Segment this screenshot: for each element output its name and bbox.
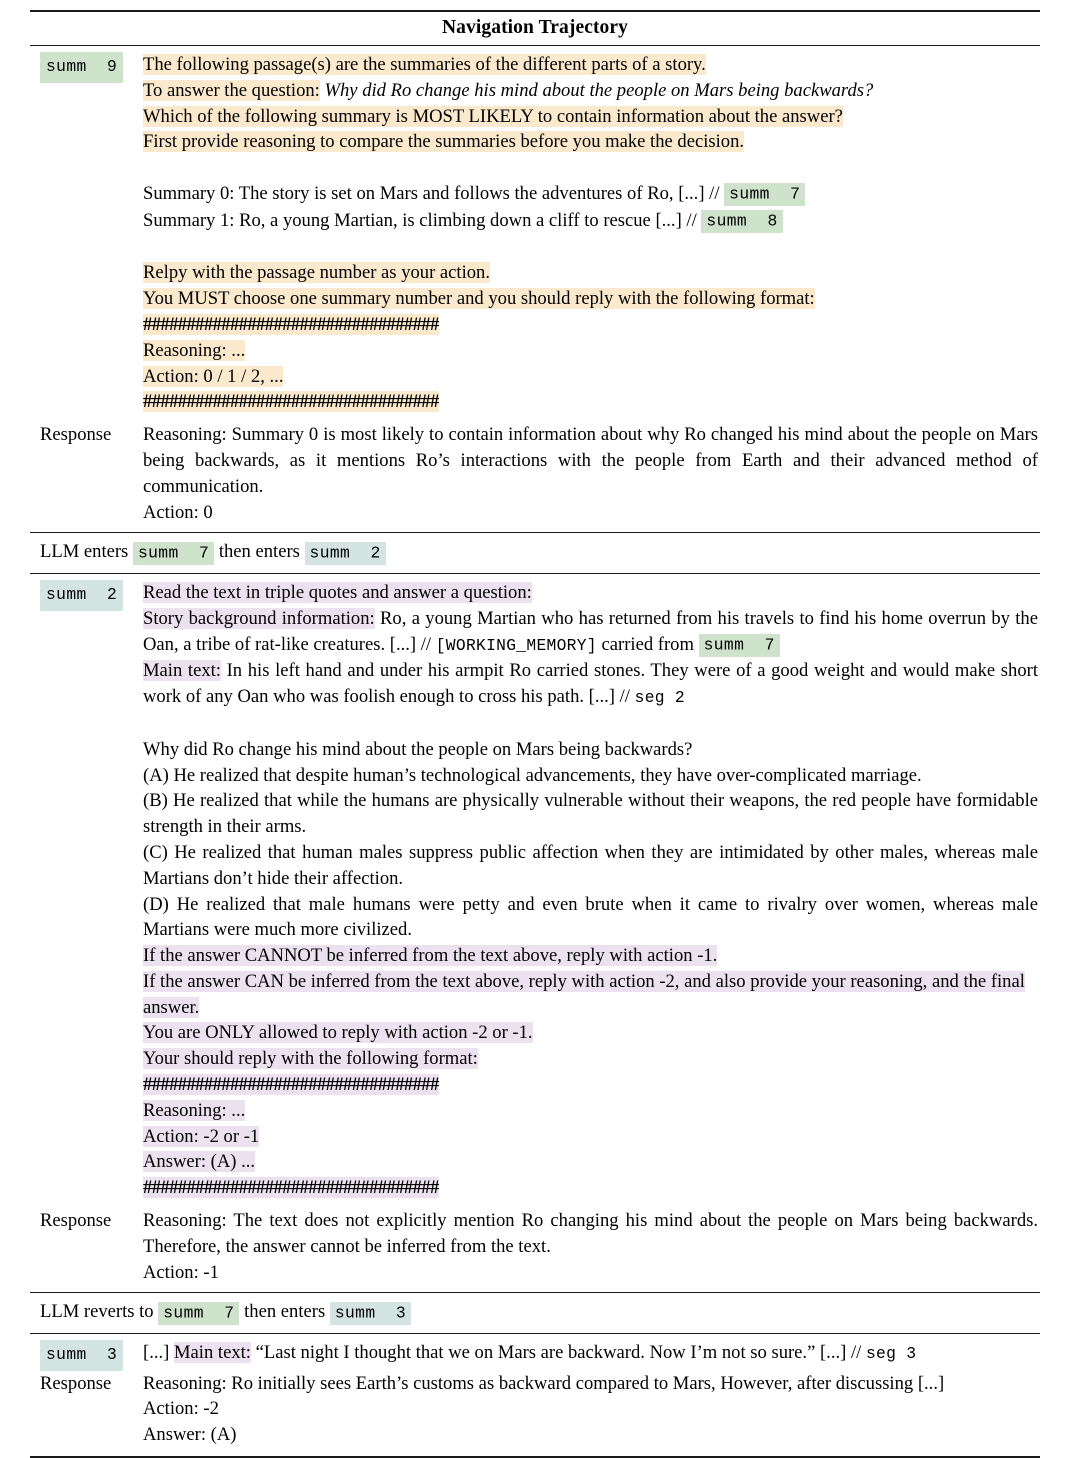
background-suffix: carried from <box>601 633 694 655</box>
trajectory-block-2 <box>30 574 1040 1208</box>
block2-rule-line-4 <box>143 1046 1038 1072</box>
spacer <box>143 711 1038 737</box>
summary-0-ref-badge[interactable]: summ 7 <box>724 183 805 206</box>
nav-transition-1 <box>30 533 1040 573</box>
instruction-line-2 <box>143 286 1038 312</box>
prompt-line-2-question: Why did Ro change his mind about the people on Mars being backwards? <box>324 79 874 101</box>
block3-seg-ref: seg 3 <box>865 1344 917 1364</box>
block3-response-reasoning: Reasoning: Ro initially sees Earth’s customs as backward compared to Mars, However, after discussing [...] <box>143 1372 945 1394</box>
instruction-line-3 <box>143 338 1038 364</box>
block2-response-reasoning: Reasoning: The text does not explicitly mention Ro changing his mind about the people on Mars being backwards. Therefore, the answer cannot be inferred from the text. <box>143 1210 1038 1257</box>
block2-hash-divider-top <box>143 1072 1038 1098</box>
rule-4-text: Your should reply with the following format: <box>143 1048 478 1070</box>
state-badge-summ9[interactable]: summ 9 <box>40 52 123 83</box>
option-c: (C) He realized that human males suppress public affection when they are intimidated by other males, whereas male Martians don’t hide their affection. <box>143 841 1038 889</box>
maintext-seg-ref: seg 2 <box>634 688 685 708</box>
summary-item-1 <box>143 208 1038 235</box>
block1-response-row <box>30 422 1040 532</box>
block2-rule-line-2 <box>143 969 1038 1021</box>
background-label: Story background information: <box>143 607 375 629</box>
nav1-middle: then enters <box>218 541 300 563</box>
option-b: (B) He realized that while the humans are physically vulnerable without their weapons, the red people have formidable strength in their arms. <box>143 790 1038 838</box>
prompt-line-4 <box>143 129 1038 155</box>
block1-response-action: Action: 0 <box>143 501 213 523</box>
prompt-line-1-text: The following passage(s) are the summaries of the different parts of a story. <box>143 54 706 75</box>
working-memory-token: [WORKING_MEMORY] <box>435 635 597 655</box>
block2-response-row <box>30 1208 1040 1292</box>
prompt-line-3-text: Which of the following summary is MOST LIKELY to contain information about the answer? <box>143 105 843 127</box>
navigation-trajectory-table <box>30 10 1040 1458</box>
instruction-4-text: Action: 0 / 1 / 2, ... <box>143 365 284 387</box>
block3-response-action: Action: -2 <box>143 1398 219 1420</box>
prompt-line-1 <box>143 52 1038 78</box>
instruction-3-text: Reasoning: ... <box>143 339 246 361</box>
block2-response-action: Action: -1 <box>143 1261 219 1283</box>
summary-1-text: Summary 1: Ro, a young Martian, is climbing down a cliff to rescue [...] // <box>143 209 697 231</box>
rule-5-text: Reasoning: ... <box>143 1099 246 1121</box>
block2-maintext <box>143 658 1038 711</box>
block1-response-label: Response <box>40 424 112 446</box>
prompt-line-2-prefix: To answer the question: <box>143 79 320 101</box>
block2-rule-line-3 <box>143 1020 1038 1046</box>
block2-state-label <box>30 580 143 611</box>
instruction-hash-divider-bottom <box>143 389 1038 415</box>
block2-response-content <box>143 1208 1040 1285</box>
block3-response-answer: Answer: (A) <box>143 1424 237 1446</box>
block2-rule-line-1 <box>143 943 1038 969</box>
block2-response-label: Response <box>40 1210 112 1232</box>
state-badge-summ2[interactable]: summ 2 <box>40 580 123 611</box>
table-title: Navigation Trajectory <box>441 17 629 38</box>
block3-content <box>143 1340 1040 1367</box>
block2-rule-line-6 <box>143 1124 1038 1150</box>
block2-hash-text: ################################## <box>143 1074 439 1096</box>
block2-rule-line-5 <box>143 1098 1038 1124</box>
prompt-line-2 <box>143 78 1038 104</box>
summary-1-ref-badge[interactable]: summ 8 <box>701 210 782 233</box>
trajectory-block-1 <box>30 46 1040 422</box>
block2-background <box>143 606 1038 659</box>
block3-maintext-body: “Last night I thought that we on Mars are backward. Now I’m not so sure.” [...] // <box>255 1342 862 1364</box>
nav1-badge-summ2[interactable]: summ 2 <box>305 542 386 565</box>
instruction-hash-divider-top <box>143 312 1038 338</box>
maintext-text: In his left hand and under his armpit Ro carried stones. They were of a good weight and would make short work of any Oan who was foolish enough to cross his path. [...] // <box>143 660 1038 708</box>
spacer <box>143 155 1038 181</box>
rule-1-text: If the answer CANNOT be inferred from the text above, reply with action -1. <box>143 945 718 967</box>
summary-item-0 <box>143 181 1038 208</box>
block2-prompt-1-text: Read the text in triple quotes and answer a question: <box>143 581 532 603</box>
maintext-label: Main text: <box>143 660 221 682</box>
block2-content <box>143 580 1040 1201</box>
spacer <box>143 235 1038 261</box>
block2-hash-text-2: ################################## <box>143 1177 439 1199</box>
prompt-line-4-text: First provide reasoning to compare the summaries before you make the decision. <box>143 131 745 153</box>
block3-state-label <box>30 1340 143 1371</box>
block3-maintext-line <box>143 1340 1038 1367</box>
instruction-line-4 <box>143 364 1038 390</box>
block1-state-label <box>30 52 143 83</box>
nav1-badge-summ7[interactable]: summ 7 <box>133 542 214 565</box>
block2-rule-line-7 <box>143 1149 1038 1175</box>
rule-6-text: Action: -2 or -1 <box>143 1125 260 1147</box>
block2-hash-divider-bottom <box>143 1175 1038 1201</box>
rule-2-text: If the answer CAN be inferred from the text above, reply with action -2, and also provide your reasoning, and the final answer. <box>143 970 1025 1018</box>
block1-response-content <box>143 422 1040 525</box>
nav-transition-2 <box>30 1293 1040 1333</box>
prompt-line-3 <box>143 104 1038 130</box>
instruction-2-text: You MUST choose one summary number and you should reply with the following format: <box>143 288 815 310</box>
block3-maintext-label: Main text: <box>174 1342 251 1364</box>
option-a: (A) He realized that despite human’s technological advancements, they have over-complicated marriage. <box>143 764 922 786</box>
block3-response-row <box>30 1371 1040 1456</box>
block3-maintext-prefix: [...] <box>143 1342 170 1364</box>
rule-3-text: You are ONLY allowed to reply with action -2 or -1. <box>143 1022 533 1044</box>
state-badge-summ3[interactable]: summ 3 <box>40 1340 123 1371</box>
background-ref-badge[interactable]: summ 7 <box>699 634 780 657</box>
block1-response-reasoning: Reasoning: Summary 0 is most likely to contain information about why Ro changed his mind about the people on Mars being backwards, as it mentions Ro’s interactions with the people from Earth and their advanced method of communication. <box>143 424 1038 497</box>
instruction-line-1 <box>143 260 1038 286</box>
nav1-prefix: LLM enters <box>40 541 129 563</box>
nav2-badge-summ7[interactable]: summ 7 <box>158 1302 239 1325</box>
hash-divider-text-2: ################################## <box>143 391 439 413</box>
block3-response-content <box>143 1371 1040 1448</box>
block2-question: Why did Ro change his mind about the people on Mars being backwards? <box>143 738 693 760</box>
background-text: Ro, a young Martian who has returned from his travels to find his home overrun by the Oan, a tribe of rat-like creatures. [...] // <box>143 607 1038 655</box>
hash-divider-text: ################################## <box>143 313 439 335</box>
summary-0-text: Summary 0: The story is set on Mars and follows the adventures of Ro, [...] // <box>143 182 720 204</box>
block1-content <box>143 52 1040 415</box>
nav2-prefix: LLM reverts to <box>40 1301 154 1323</box>
block2-prompt-line-1 <box>143 580 1038 606</box>
option-d: (D) He realized that male humans were petty and even brute when it came to rivalry over women, whereas male Martians were much more civilized. <box>143 893 1038 941</box>
nav2-middle: then enters <box>244 1301 326 1323</box>
nav2-badge-summ3[interactable]: summ 3 <box>330 1302 411 1325</box>
block3-response-label: Response <box>40 1372 112 1394</box>
trajectory-block-3 <box>30 1334 1040 1371</box>
instruction-1-text: Relpy with the passage number as your action. <box>143 262 490 284</box>
rule-7-text: Answer: (A) ... <box>143 1151 256 1173</box>
